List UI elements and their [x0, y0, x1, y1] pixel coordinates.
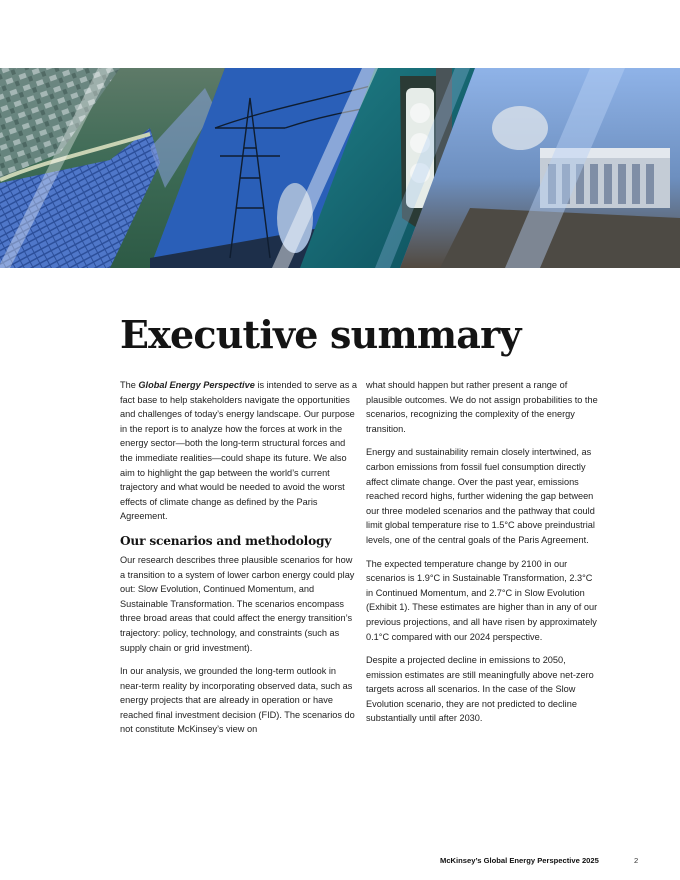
paragraph: The expected temperature change by 2100 in our scenarios is 1.9°C in Sustainable Transformation, 2.3°C in Continued Momentum, and 2.7°C in Slow Evolution (Exhibit 1). These estimates are higher than in any of our previous projections, and all have risen by approximately 0.1°C compared with our 2024 perspective. — [366, 558, 598, 642]
paragraph: what should happen but rather present a range of plausible outcomes. We do not assign probabilities to the scenarios, recognizing the complexity of the energy transition. — [366, 380, 598, 434]
page-number: 2 — [634, 856, 639, 865]
intro-paragraph — [120, 378, 358, 524]
intro-lead: The — [120, 380, 136, 390]
hero-banner-image — [0, 68, 680, 268]
page-title: Executive summary — [120, 312, 521, 357]
footer-publication-title: McKinsey’s Global Energy Perspective 2025 — [440, 856, 599, 865]
intro-text: is intended to serve as a fact base to help stakeholders navigate the opportunities and challenges of today’s energy landscape. Our purpose in the report is to analyze how the forces at work in the energy sector—both the long-term structural forces and the immediate realities—could shape its future. We also aim to highlight the gap between the world’s current trajectory and what would be needed to avoid the worst effects of climate change as defined by the Paris Agreement. — [120, 380, 357, 522]
section-heading: Our scenarios and methodology — [120, 533, 332, 548]
right-column — [366, 378, 602, 735]
paragraph: Our research describes three plausible scenarios for how a transition to a system of lower carbon energy could play out: Slow Evolution, Continued Momentum, and Sustainable Transformation. The scenarios encompass three broad areas that could affect the energy transition’s trajectory: policy, technology, and constraints (such as supply chain or grid investment). — [120, 554, 355, 653]
paragraph: Energy and sustainability remain closely intertwined, as carbon emissions from fossil fuel consumption directly affect climate change. Over the past year, emissions reached record highs, further widening the gap between our three modeled scenarios and the pathway that could limit global temperature rise to 1.5°C above preindustrial levels, one of the central goals of the Paris Agreement. — [366, 447, 595, 545]
paragraph: Despite a projected decline in emissions to 2050, emission estimates are still meaningfully above net-zero targets across all scenarios. In the case of the Slow Evolution scenario, they are not predicted to decline substantially until after 2030. — [366, 655, 594, 724]
publication-name: Global Energy Perspective — [138, 380, 255, 390]
paragraph: In our analysis, we grounded the long-term outlook in near-term reality by incorporating observed data, such as energy projects that are already in operation or have reached final investment decision (FID). The scenarios do not constitute McKinsey’s view on — [120, 666, 355, 735]
left-column — [120, 378, 358, 746]
